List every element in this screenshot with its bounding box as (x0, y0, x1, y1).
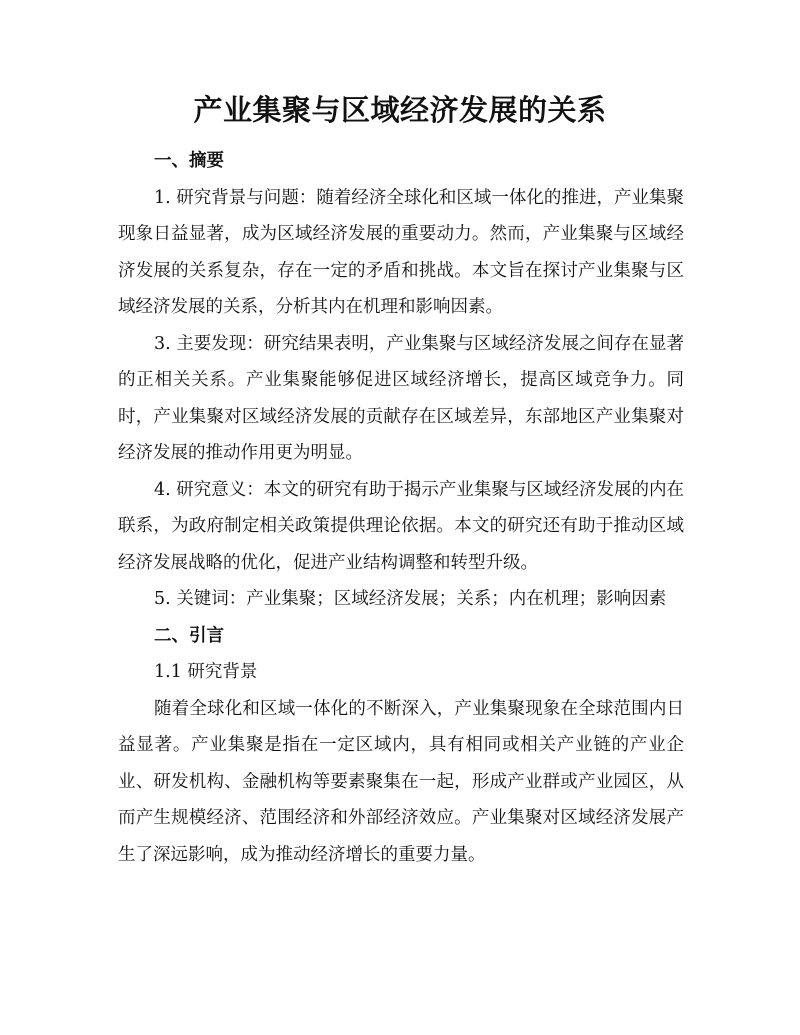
abstract-paragraph-significance: 4. 研究意义：本文的研究有助于揭示产业集聚与区域经济发展的内在联系，为政府制定相关政策提供理论依据。本文的研究还有助于推动区域经济发展战略的优化，促进产业结构调整和转型升级。 (118, 479, 684, 573)
abstract-paragraph-findings: 3. 主要发现：研究结果表明，产业集聚与区域经济发展之间存在显著的正相关关系。产业集聚能够促进区域经济增长，提高区域竞争力。同时，产业集聚对区域经济发展的贡献存在区域差异，东部地区产业集聚对经济发展的推动作用更为明显。 (118, 333, 684, 463)
abstract-paragraph-keywords: 5. 关键词：产业集聚；区域经济发展；关系；内在机理；影响因素 (154, 589, 667, 609)
document-title: 产业集聚与区域经济发展的关系 (193, 93, 607, 127)
section-heading-abstract: 一、摘要 (154, 151, 224, 171)
subsection-heading-background: 1.1 研究背景 (154, 662, 258, 682)
abstract-paragraph-background: 1. 研究背景与问题：随着经济全球化和区域一体化的推进，产业集聚现象日益显著，成为区域经济发展的重要动力。然而，产业集聚与区域经济发展的关系复杂，存在一定的矛盾和挑战。本文旨在探讨产业集聚与区域经济发展的关系，分析其内在机理和影响因素。 (118, 187, 684, 317)
introduction-paragraph: 随着全球化和区域一体化的不断深入，产业集聚现象在全球范围内日益显著。产业集聚是指在一定区域内，具有相同或相关产业链的产业企业、研发机构、金融机构等要素聚集在一起，形成产业群或产业园区，从而产生规模经济、范围经济和外部经济效应。产业集聚对区域经济发展产生了深远影响，成为推动经济增长的重要力量。 (118, 698, 684, 865)
document-body (118, 143, 684, 873)
section-heading-introduction: 二、引言 (154, 625, 224, 646)
